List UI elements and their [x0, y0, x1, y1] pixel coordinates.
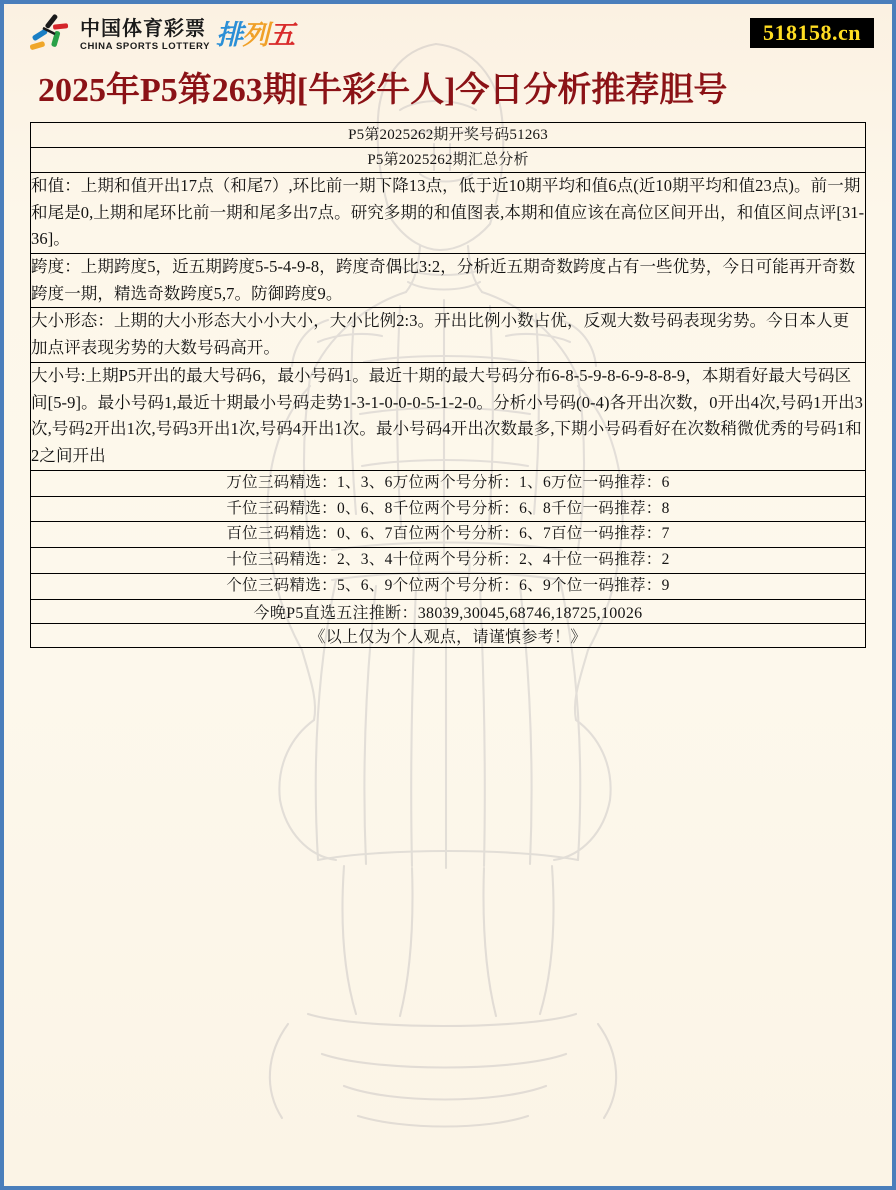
table-row-pick-wan-wei [31, 470, 866, 496]
game-char-3: 五 [268, 20, 295, 50]
pick-ge-wei: 个位三码精选：5、6、9个位两个号分析：6、9个位一码推荐：9 [31, 573, 866, 599]
logo-game-name [216, 14, 294, 56]
china-sports-lottery-icon [28, 14, 72, 56]
table-row-pick-qian-wei [31, 496, 866, 522]
table-row-disclaimer [31, 623, 866, 647]
table-row-big-small-number [31, 362, 866, 470]
table-row-pick-bai-wei [31, 522, 866, 548]
section-big-small-number: 大小号:上期P5开出的最大号码6，最小号码1。最近十期的最大号码分布6-8-5-9-8-6-9-8-8-9，本期看好最大号码区间[5-9]。最小号码1,最近十期最小号码走势1-3-1-0-0-0-5-1-2-0。分析小号码(0-4)各开出次数，0开出4次,号码1开出3次,号码2开出1次,号码3开出1次,号码4开出1次。最小号码4开出次数最多,下期小号码看好在次数稍微优秀的号码1和2之间开出 [31, 362, 866, 470]
analysis-table [30, 122, 866, 648]
table-row-sum-value [31, 172, 866, 253]
lottery-logo [28, 12, 294, 58]
table-row-pick-ge-wei [31, 573, 866, 599]
site-header [4, 4, 892, 66]
table-row-final-recommendation [31, 599, 866, 623]
table-row-span [31, 254, 866, 308]
final-recommendation: 今晚P5直选五注推断：38039,30045,68746,18725,10026 [31, 599, 866, 623]
disclaimer-note: 《以上仅为个人观点，请谨慎参考！》 [31, 623, 866, 647]
section-sum-value: 和值：上期和值开出17点（和尾7）,环比前一期下降13点，低于近10期平均和值6点(近10期平均和值23点)。前一期和尾是0,上期和尾环比前一期和尾多出7点。研究多期的和值图表,本期和值应该在高位区间开出，和值区间点评[31-36]。 [31, 172, 866, 253]
section-span: 跨度：上期跨度5，近五期跨度5-5-4-9-8，跨度奇偶比3:2，分析近五期奇数跨度占有一些优势，今日可能再开奇数跨度一期，精选奇数跨度5,7。防御跨度9。 [31, 254, 866, 308]
summary-header: P5第2025262期汇总分析 [31, 147, 866, 172]
pick-qian-wei: 千位三码精选：0、6、8千位两个号分析：6、8千位一码推荐：8 [31, 496, 866, 522]
table-row-pick-shi-wei [31, 548, 866, 574]
page-title: 2025年P5第263期[牛彩牛人]今日分析推荐胆号 [38, 72, 728, 109]
pick-wan-wei: 万位三码精选：1、3、6万位两个号分析：1、6万位一码推荐：6 [31, 470, 866, 496]
pick-bai-wei: 百位三码精选：0、6、7百位两个号分析：6、7百位一码推荐：7 [31, 522, 866, 548]
pick-shi-wei: 十位三码精选：2、3、4十位两个号分析：2、4十位一码推荐：2 [31, 548, 866, 574]
game-char-1: 排 [216, 20, 243, 50]
draw-number-header: P5第2025262期开奖号码51263 [31, 122, 866, 147]
logo-org-name-en: CHINA SPORTS LOTTERY [80, 40, 211, 52]
table-row-summary-header [31, 147, 866, 172]
section-size-pattern: 大小形态：上期的大小形态大小小大小，大小比例2:3。开出比例小数占优，反观大数号码表现劣势。今日本人更加点评表现劣势的大数号码高开。 [31, 308, 866, 362]
page-content [4, 4, 892, 648]
table-row-size-pattern [31, 308, 866, 362]
game-char-2: 列 [242, 20, 269, 50]
site-url-badge[interactable]: 518158.cn [750, 18, 874, 48]
logo-org-name-cn: 中国体育彩票 [80, 17, 206, 40]
table-row-draw-header [31, 122, 866, 147]
logo-wordmark [80, 19, 210, 52]
